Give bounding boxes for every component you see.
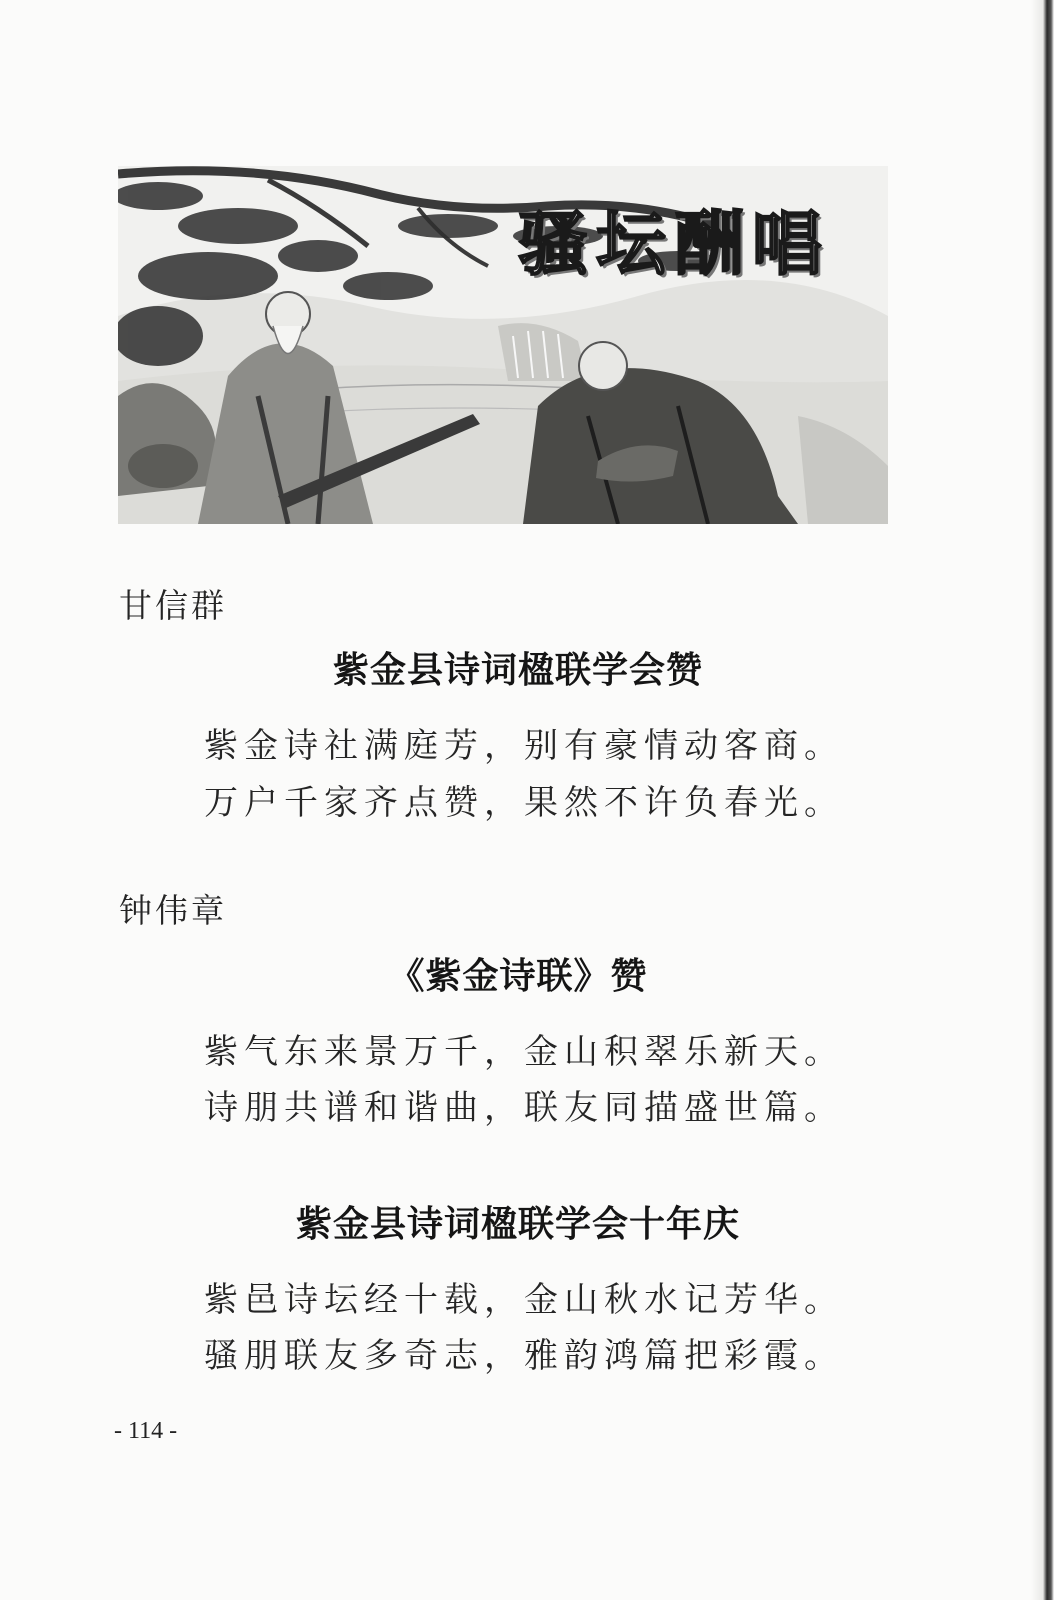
section-banner: [118, 166, 888, 524]
poem-line: 骚朋联友多奇志，雅韵鸿篇把彩霞。: [204, 1336, 844, 1376]
page-edge: [1031, 0, 1061, 1600]
poem-title: 紫金县诗词楹联学会十年庆: [295, 1203, 740, 1245]
page-number: - 114 -: [114, 1418, 178, 1444]
poem-line: 紫气东来景万千，金山积翠乐新天。: [204, 1032, 844, 1072]
poem-line: 诗朋共谱和谐曲，联友同描盛世篇。: [204, 1088, 844, 1128]
poem-author: 钟伟章: [119, 891, 227, 930]
poem-author: 甘信群: [119, 586, 227, 625]
poem-line: 万户千家齐点赞，果然不许负春光。: [204, 783, 844, 823]
poem-title: 《紫金诗联》赞: [388, 955, 648, 997]
poem-line: 紫邑诗坛经十载，金山秋水记芳华。: [204, 1280, 844, 1320]
poem-line: 紫金诗社满庭芳，别有豪情动客商。: [204, 726, 844, 766]
poem-title: 紫金县诗词楹联学会赞: [332, 649, 703, 691]
section-title: 骚坛酬唱: [518, 202, 830, 285]
